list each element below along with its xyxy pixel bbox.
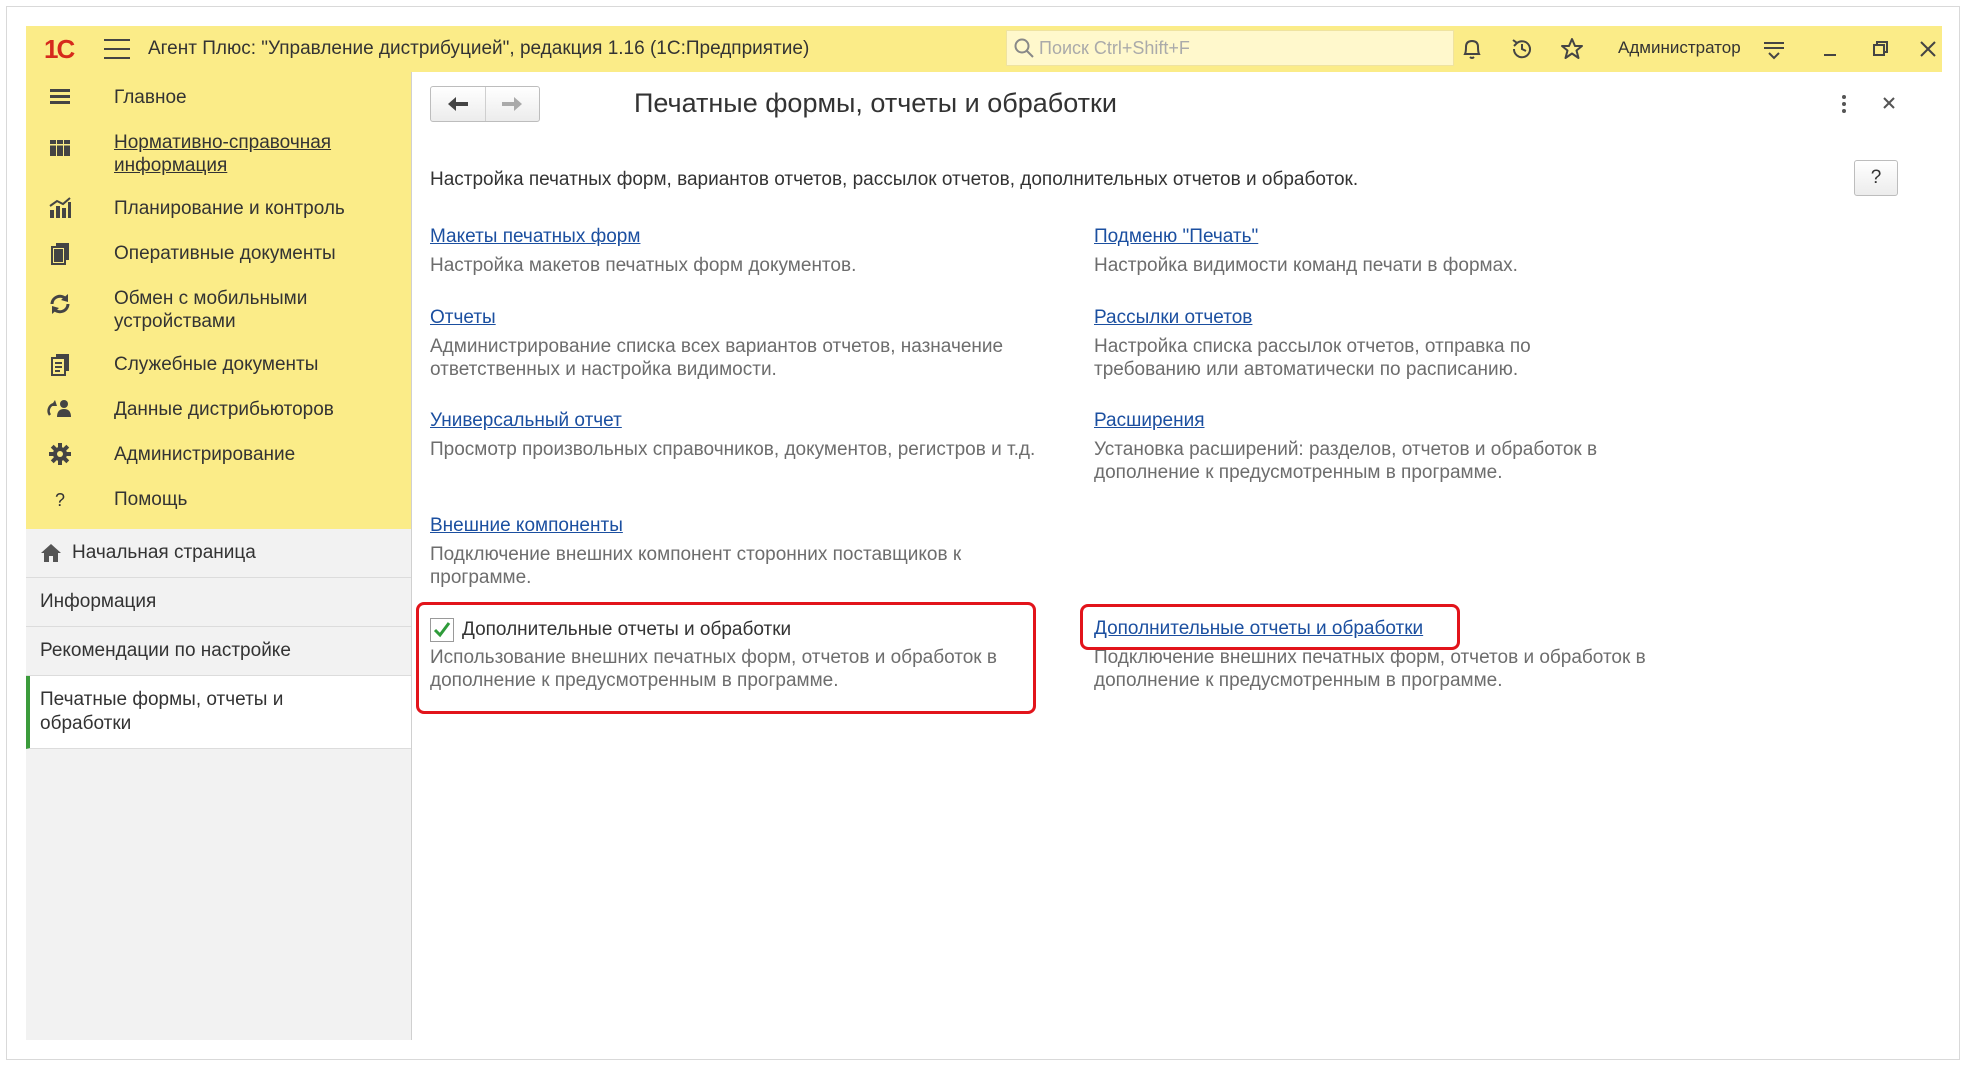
section-operational-documents[interactable]: [26, 232, 411, 277]
section-planning[interactable]: [26, 187, 411, 232]
main-panel: [412, 72, 1942, 1040]
close-window-icon[interactable]: [1914, 35, 1942, 63]
nav-label: Информация: [40, 591, 157, 612]
nav-label: Печатные формы, отчеты и обработки: [40, 689, 284, 734]
restore-icon[interactable]: [1866, 35, 1894, 63]
history-nav-buttons: [430, 86, 540, 122]
block-print-submenu: [1094, 226, 1734, 277]
link-print-submenu[interactable]: Подменю "Печать": [1094, 226, 1259, 247]
link-additional-reports[interactable]: Дополнительные отчеты и обработки: [1094, 618, 1424, 639]
block-report-mailings: [1094, 307, 1614, 381]
block-reports: [430, 307, 1050, 381]
help-icon: [46, 485, 74, 513]
chart-icon: [46, 194, 74, 222]
nav-home[interactable]: [26, 529, 411, 578]
link-reports[interactable]: Отчеты: [430, 307, 496, 328]
link-report-mailings[interactable]: Рассылки отчетов: [1094, 307, 1253, 328]
block-text: Просмотр произвольных справочников, документов, регистров и т.д.: [430, 439, 1036, 460]
back-button[interactable]: [431, 87, 486, 121]
forward-button[interactable]: [486, 87, 540, 121]
distributors-icon: [46, 395, 74, 423]
block-text: Настройка видимости команд печати в формах.: [1094, 255, 1518, 276]
section-reference-data[interactable]: [26, 121, 411, 187]
checkmark-icon: [432, 620, 452, 640]
history-icon[interactable]: [1508, 35, 1536, 63]
block-additional-reports-link: [1094, 618, 1694, 692]
section-distributor-data[interactable]: [26, 388, 411, 433]
nav-information[interactable]: [26, 578, 411, 627]
title-bar: [26, 26, 1942, 72]
close-form-icon[interactable]: [1878, 92, 1900, 114]
nav-setup-recommendations[interactable]: [26, 627, 411, 676]
help-button[interactable]: ?: [1854, 160, 1898, 196]
form-description: Настройка печатных форм, вариантов отчетов, рассылок отчетов, дополнительных отчетов и обработок.: [430, 169, 1359, 190]
section-mobile-exchange[interactable]: [26, 277, 411, 343]
additional-reports-checkbox-row: [430, 618, 1030, 642]
section-help[interactable]: [26, 478, 411, 523]
section-label: Администрирование: [114, 444, 296, 465]
block-text: Настройка макетов печатных форм документов.: [430, 255, 857, 276]
svg-text:?: ?: [55, 490, 66, 510]
search-icon: [1013, 37, 1035, 59]
sidebar: [26, 72, 412, 1040]
link-print-form-templates[interactable]: Макеты печатных форм: [430, 226, 641, 247]
arrow-right-icon: [500, 95, 524, 113]
app-window: [26, 26, 1942, 1040]
page-title: Печатные формы, отчеты и обработки: [634, 88, 1117, 118]
section-label: Данные дистрибьюторов: [114, 399, 334, 420]
section-label: Планирование и контроль: [114, 198, 345, 219]
catalog-icon: [46, 134, 74, 162]
block-external-components: [430, 515, 1010, 589]
block-print-form-templates: [430, 226, 1070, 277]
section-label: Обмен с мобильными устройствами: [114, 288, 308, 332]
main-menu-button[interactable]: [104, 39, 130, 59]
arrow-left-icon: [446, 95, 470, 113]
link-universal-report[interactable]: Универсальный отчет: [430, 410, 622, 431]
gear-icon: [46, 440, 74, 468]
service-documents-icon: [46, 350, 74, 378]
sync-icon: [46, 290, 74, 318]
link-extensions[interactable]: Расширения: [1094, 410, 1205, 431]
section-label: Оперативные документы: [114, 243, 336, 264]
menu-icon: [46, 83, 74, 111]
block-text: Настройка списка рассылок отчетов, отправка по требованию или автоматически по расписанию.: [1094, 336, 1531, 380]
block-text: Администрирование списка всех вариантов отчетов, назначение ответственных и настройка видимости.: [430, 336, 1004, 380]
block-extensions: [1094, 410, 1654, 484]
app-title: Агент Плюс: "Управление дистрибуцией", редакция 1.16 (1С:Предприятие): [148, 38, 810, 59]
block-additional-reports-toggle: [430, 618, 1030, 692]
favorites-star-icon[interactable]: [1558, 35, 1586, 63]
section-service-documents[interactable]: [26, 343, 411, 388]
nav-print-forms-reports[interactable]: [26, 676, 411, 749]
checkbox-label: Дополнительные отчеты и обработки: [462, 619, 792, 640]
more-actions-icon[interactable]: [1840, 94, 1848, 114]
home-icon: [40, 543, 62, 563]
logo-1c: 1С: [44, 34, 74, 64]
settings-menu-icon[interactable]: [1760, 35, 1788, 63]
minimize-icon[interactable]: [1816, 35, 1844, 63]
sections-panel: [26, 72, 411, 529]
block-universal-report: [430, 410, 1070, 461]
documents-icon: [46, 239, 74, 267]
section-label: Нормативно-справочная информация: [114, 132, 332, 176]
block-text: Использование внешних печатных форм, отчетов и обработок в дополнение к предусмотренным в программе.: [430, 647, 997, 691]
section-administration[interactable]: [26, 433, 411, 478]
link-external-components[interactable]: Внешние компоненты: [430, 515, 623, 536]
nav-label: Начальная страница: [72, 542, 256, 563]
search-box[interactable]: [1006, 30, 1454, 66]
block-text: Подключение внешних компонент сторонних поставщиков к программе.: [430, 544, 962, 588]
block-text: Подключение внешних печатных форм, отчетов и обработок в дополнение к предусмотренным в программе.: [1094, 647, 1646, 691]
section-label: Главное: [114, 87, 187, 108]
section-main[interactable]: [26, 76, 411, 121]
block-text: Установка расширений: разделов, отчетов и обработок в дополнение к предусмотренным в программе.: [1094, 439, 1598, 483]
section-label: Помощь: [114, 489, 188, 510]
bell-icon[interactable]: [1458, 35, 1486, 63]
nav-label: Рекомендации по настройке: [40, 640, 291, 661]
section-label: Служебные документы: [114, 354, 319, 375]
search-input[interactable]: [1035, 38, 1443, 59]
user-name[interactable]: Администратор: [1618, 38, 1741, 57]
additional-reports-checkbox[interactable]: [430, 618, 454, 642]
